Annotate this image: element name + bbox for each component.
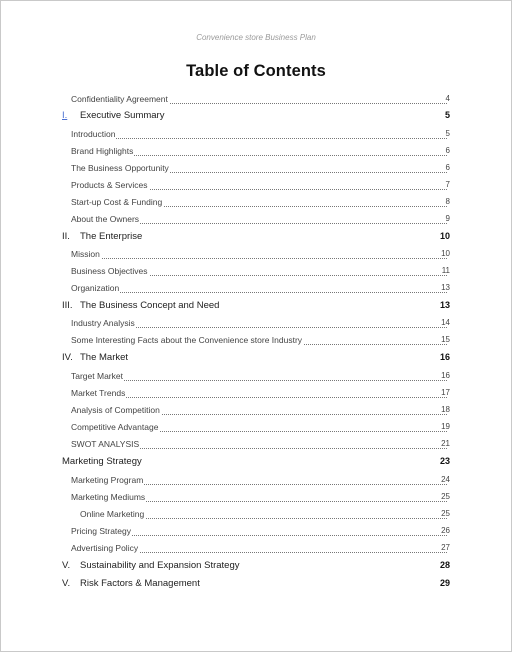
toc-subentry[interactable]: [1, 159, 511, 177]
toc-entry-label: About the Owners: [71, 214, 140, 224]
toc-page-number: 4: [445, 94, 450, 103]
toc-entry-label: Business Objectives: [71, 266, 148, 276]
toc-section-entry[interactable]: [1, 453, 511, 471]
toc-page-number: 10: [439, 231, 450, 241]
toc-section-entry[interactable]: [1, 575, 511, 593]
toc-subentry[interactable]: [1, 245, 511, 263]
toc-entry-label: The Business Opportunity: [71, 163, 169, 173]
toc-subentry[interactable]: [1, 125, 511, 143]
toc-entry-label: Start-up Cost & Funding: [71, 197, 163, 207]
toc-page-number: 18: [441, 405, 450, 414]
toc-dot-leader: [71, 292, 447, 293]
toc-dot-leader: [71, 138, 447, 139]
toc-entry-label: The Market: [80, 352, 129, 363]
toc-section-numeral: III.: [62, 300, 73, 311]
toc-entry-label: Advertising Policy: [71, 543, 139, 553]
toc-subentry[interactable]: [1, 142, 511, 160]
toc-subentry[interactable]: [1, 262, 511, 280]
toc-dot-leader: [71, 397, 447, 398]
toc-subentry[interactable]: [1, 418, 511, 436]
toc-entry-label: SWOT ANALYSIS: [71, 439, 140, 449]
toc-page-number: 19: [441, 422, 450, 431]
toc-page-number: 21: [441, 439, 450, 448]
toc-subentry[interactable]: [1, 331, 511, 349]
toc-subentry[interactable]: [1, 539, 511, 557]
toc-dot-leader: [71, 380, 447, 381]
toc-entry-label: Risk Factors & Management: [80, 578, 200, 589]
toc-entry-label: Confidentiality Agreement: [71, 94, 168, 104]
toc-entry-label: Introduction: [71, 129, 116, 139]
toc-section-numeral: IV.: [62, 352, 73, 363]
toc-entry-label: Marketing Mediums: [71, 492, 146, 502]
toc-entry-label: Analysis of Competition: [71, 405, 160, 415]
toc-subentry[interactable]: [1, 471, 511, 489]
toc-page-number: 6: [445, 146, 450, 155]
toc-dot-leader: [71, 258, 447, 259]
toc-page-number: 16: [441, 371, 450, 380]
toc-page-number: 16: [439, 352, 450, 362]
toc-entry-label: Some Interesting Facts about the Convenience store Industry: [71, 335, 303, 345]
toc-entry-label: Brand Highlights: [71, 146, 134, 156]
toc-section-numeral: II.: [62, 231, 70, 242]
toc-subentry[interactable]: [1, 505, 511, 523]
toc-page-number: 9: [445, 214, 450, 223]
toc-subentry[interactable]: [1, 435, 511, 453]
toc-subentry[interactable]: [1, 367, 511, 385]
toc-entry-label: Sustainability and Expansion Strategy: [80, 560, 240, 571]
toc-page-number: 27: [441, 543, 450, 552]
toc-section-entry[interactable]: [1, 557, 511, 575]
toc-subentry[interactable]: [1, 401, 511, 419]
toc-page-number: 5: [444, 110, 450, 120]
toc-section-entry[interactable]: [1, 349, 511, 367]
toc-subentry[interactable]: [1, 279, 511, 297]
toc-subentry[interactable]: [1, 90, 511, 108]
toc-section-entry[interactable]: [1, 228, 511, 246]
toc-entry-label: Marketing Strategy: [62, 456, 142, 467]
toc-section-numeral: V.: [62, 578, 71, 589]
toc-entry-label: Online Marketing: [80, 509, 145, 519]
toc-entry-label: Marketing Program: [71, 475, 144, 485]
toc-subentry[interactable]: [1, 210, 511, 228]
toc-entry-label: Mission: [71, 249, 100, 259]
toc-page-number: 24: [441, 475, 450, 484]
toc-entry-label: Pricing Strategy: [71, 526, 131, 536]
toc-title: Table of Contents: [186, 62, 326, 80]
toc-entry-label: Target Market: [71, 371, 123, 381]
toc-page-number: 23: [439, 456, 450, 466]
toc-section-numeral: V.: [62, 560, 71, 571]
toc-subentry[interactable]: [1, 176, 511, 194]
toc-entry-label: The Business Concept and Need: [80, 300, 220, 311]
toc-entry-label: Market Trends: [71, 388, 126, 398]
toc-page-number: 29: [439, 578, 450, 588]
toc-page-number: 6: [445, 163, 450, 172]
toc-page-number: 13: [439, 300, 450, 310]
toc-subentry[interactable]: [1, 522, 511, 540]
toc-page-number: 13: [441, 283, 450, 292]
toc-entry-label: Industry Analysis: [71, 318, 135, 328]
toc-page-number: 26: [441, 526, 450, 535]
toc-entry-label: Executive Summary: [80, 110, 165, 121]
toc-page-number: 8: [445, 197, 450, 206]
toc-subentry[interactable]: [1, 193, 511, 211]
toc-subentry[interactable]: [1, 314, 511, 332]
toc-page-number: 25: [441, 492, 450, 501]
toc-page-number: 5: [445, 129, 450, 138]
toc-page-number: 14: [441, 318, 450, 327]
toc-entry-label: Organization: [71, 283, 120, 293]
toc-section-numeral: I.: [62, 110, 68, 121]
toc-entry-label: The Enterprise: [80, 231, 143, 242]
toc-subentry[interactable]: [1, 488, 511, 506]
running-header: Convenience store Business Plan: [196, 33, 316, 42]
toc-section-entry[interactable]: [1, 297, 511, 315]
toc-entry-label: Competitive Advantage: [71, 422, 159, 432]
toc-page-number: 10: [441, 249, 450, 258]
toc-page-number: 25: [441, 509, 450, 518]
toc-section-entry[interactable]: [1, 107, 511, 125]
toc-page-number: 7: [445, 180, 450, 189]
toc-page-number: 11: [441, 266, 450, 275]
toc-page-number: 28: [439, 560, 450, 570]
toc-entry-label: Products & Services: [71, 180, 148, 190]
toc-page-number: 17: [441, 388, 450, 397]
toc-subentry[interactable]: [1, 384, 511, 402]
toc-page-number: 15: [441, 335, 450, 344]
